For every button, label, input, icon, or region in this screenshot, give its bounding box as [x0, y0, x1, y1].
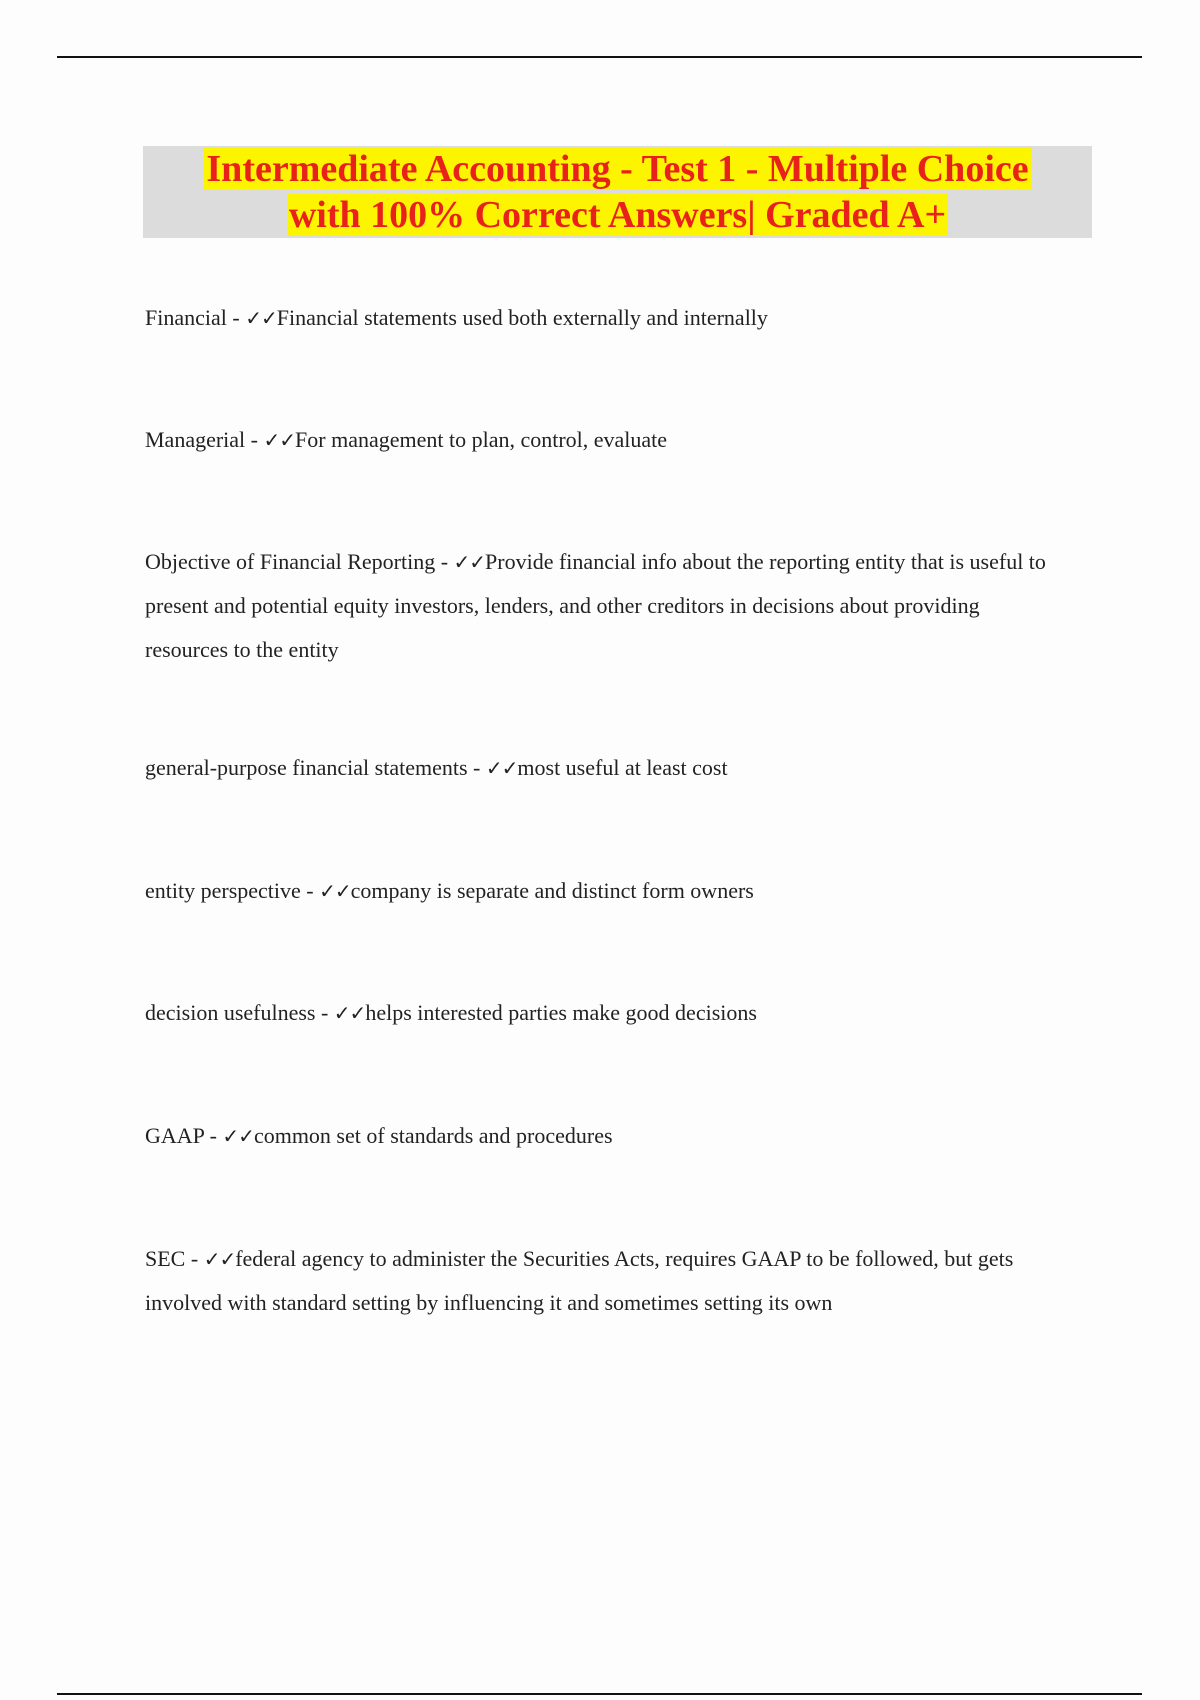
double-check-icon: ✓✓	[222, 1124, 254, 1148]
bottom-rule	[57, 1693, 1142, 1695]
double-check-icon: ✓✓	[453, 550, 486, 574]
double-check-icon: ✓✓	[319, 879, 351, 903]
title-line-2: with 100% Correct Answers| Graded A+	[288, 194, 947, 236]
qa-separator: -	[185, 1246, 204, 1271]
qa-definition: company is separate and distinct form owners	[350, 878, 754, 903]
qa-separator: -	[226, 305, 246, 330]
qa-definition: Provide financial info about the reporting entity that is useful to present and potential equity investors, lenders, and other creditors in decisions about providing resources to the entity	[145, 549, 1046, 662]
qa-term: Managerial	[145, 427, 246, 452]
qa-separator: -	[245, 427, 264, 452]
title-box	[143, 146, 1092, 238]
qa-definition: federal agency to administer the Securities Acts, requires GAAP to be followed, but gets involved with standard setting by influencing it and sometimes setting its own	[145, 1246, 1014, 1315]
qa-separator: -	[467, 755, 486, 780]
qa-separator: -	[315, 1000, 334, 1025]
qa-definition: Financial statements used both externally and internally	[276, 305, 768, 330]
qa-entry	[145, 1237, 1065, 1325]
qa-term: general-purpose financial statements	[145, 755, 468, 780]
top-rule	[57, 56, 1142, 58]
qa-term: SEC	[145, 1246, 186, 1271]
qa-term: entity perspective	[145, 878, 301, 903]
double-check-icon: ✓✓	[263, 428, 296, 452]
qa-definition: For management to plan, control, evaluate	[295, 427, 668, 452]
qa-separator: -	[435, 549, 454, 574]
qa-separator: -	[204, 1123, 223, 1148]
qa-definition: most useful at least cost	[517, 755, 728, 780]
double-check-icon: ✓✓	[203, 1247, 236, 1271]
qa-entry	[145, 296, 1065, 340]
qa-term: Financial	[145, 305, 227, 330]
qa-entry	[145, 869, 1065, 913]
qa-entry	[145, 418, 1065, 462]
qa-definition: common set of standards and procedures	[253, 1123, 613, 1148]
double-check-icon: ✓✓	[485, 756, 518, 780]
double-check-icon: ✓✓	[245, 306, 277, 330]
qa-term: GAAP	[145, 1123, 205, 1148]
qa-definition: helps interested parties make good decisions	[365, 1000, 757, 1025]
qa-entry	[145, 540, 1065, 672]
title-line-1: Intermediate Accounting - Test 1 - Multiple Choice	[206, 148, 1029, 190]
page-title	[143, 146, 1092, 238]
qa-separator: -	[300, 878, 320, 903]
qa-term: decision usefulness	[145, 1000, 316, 1025]
qa-entry	[145, 991, 1065, 1035]
qa-entry	[145, 1114, 1065, 1158]
double-check-icon: ✓✓	[333, 1001, 366, 1025]
qa-entry	[145, 746, 1065, 790]
qa-term: Objective of Financial Reporting	[145, 549, 436, 574]
